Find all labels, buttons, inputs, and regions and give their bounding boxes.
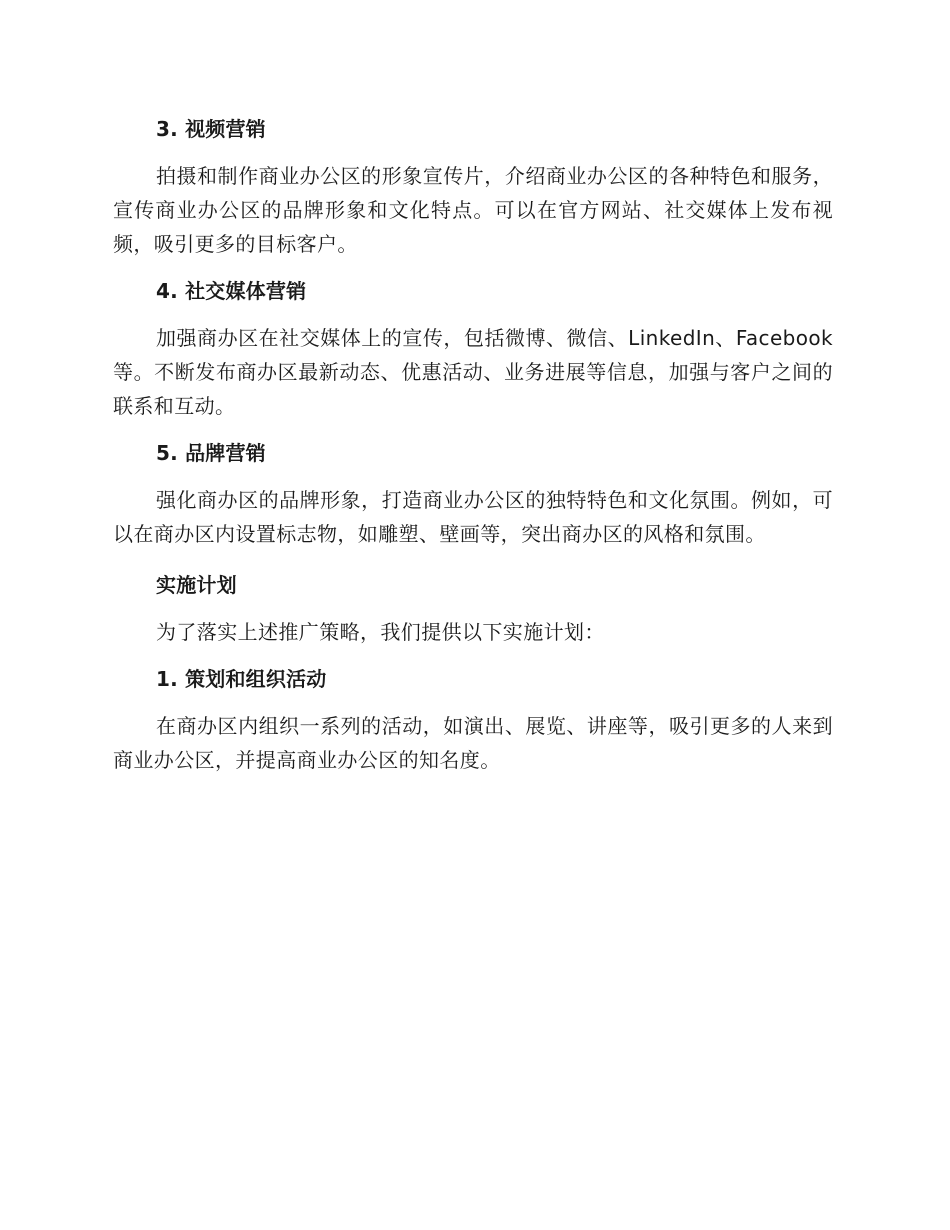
document-page (113, 112, 833, 790)
section-body-video-marketing: 拍摄和制作商业办公区的形象宣传片，介绍商业办公区的各种特色和服务，宣传商业办公区的品牌形象和文化特点。可以在官方网站、社交媒体上发布视频，吸引更多的目标客户。 (113, 164, 833, 256)
section-heading-video-marketing: 3. 视频营销 (156, 117, 266, 141)
section-body-social-media-marketing: 加强商办区在社交媒体上的宣传，包括微博、微信、LinkedIn、Facebook 等。不断发布商办区最新动态、优惠活动、业务进展等信息，加强与客户之间的联系和互动。 (113, 326, 833, 418)
plan-heading: 实施计划 (156, 573, 237, 597)
plan-item-body-activities: 在商办区内组织一系列的活动，如演出、展览、讲座等，吸引更多的人来到商业办公区，并提高商业办公区的知名度。 (113, 714, 833, 772)
section-heading-brand-marketing: 5. 品牌营销 (156, 441, 266, 465)
plan-intro: 为了落实上述推广策略，我们提供以下实施计划： (156, 620, 605, 644)
section-heading-social-media-marketing: 4. 社交媒体营销 (156, 279, 307, 303)
section-body-brand-marketing: 强化商办区的品牌形象，打造商业办公区的独特特色和文化氛围。例如，可以在商办区内设置标志物，如雕塑、壁画等，突出商办区的风格和氛围。 (113, 488, 833, 546)
plan-item-heading-activities: 1. 策划和组织活动 (156, 667, 327, 691)
